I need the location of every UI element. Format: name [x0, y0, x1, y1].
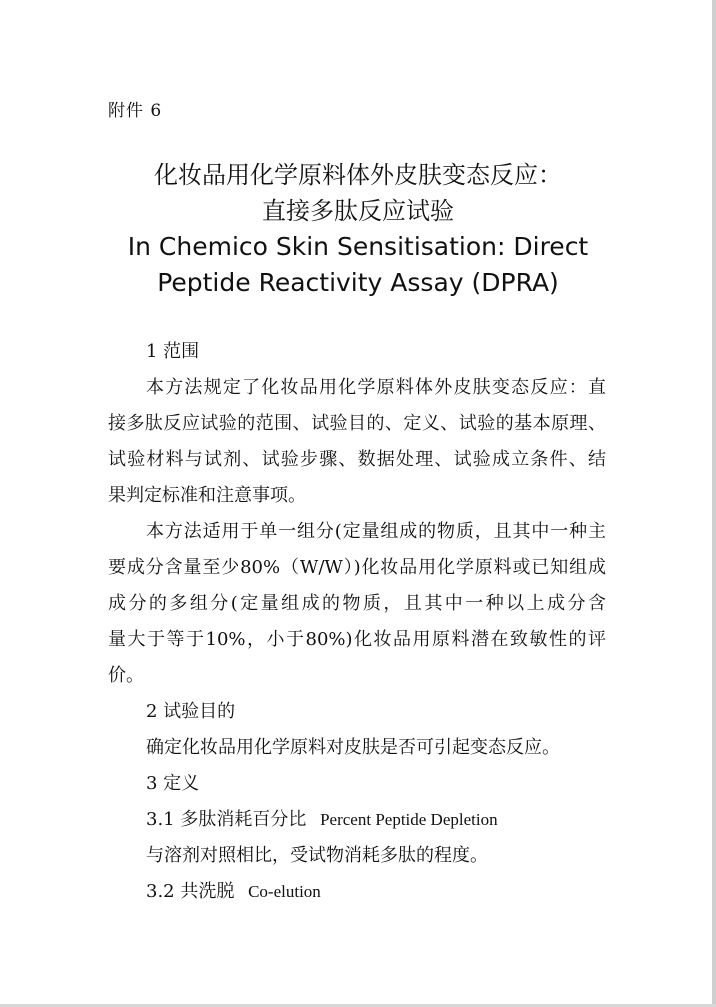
page-edge-right — [712, 0, 716, 1007]
definition-3-1-cn: 3.1 多肽消耗百分比 — [146, 809, 307, 830]
definition-3-2-cn: 3.2 共洗脱 — [146, 881, 235, 902]
scope-paragraph-2-line: 量大于等于10%，小于80%)化妆品用原料潜在致敏性的评 — [108, 629, 606, 650]
section-heading-purpose: 2 试验目的 — [146, 701, 236, 722]
document-title — [0, 157, 716, 301]
section-heading-scope: 1 范围 — [146, 341, 200, 362]
attachment-label: 附件 6 — [108, 101, 163, 121]
definition-3-1-text: 与溶剂对照相比，受试物消耗多肽的程度。 — [146, 845, 488, 866]
scope-paragraph-2-line: 价。 — [108, 665, 144, 686]
scope-paragraph-2-line: 成分的多组分(定量组成的物质，且其中一种以上成分含 — [108, 593, 606, 614]
title-cn-line-2: 直接多肽反应试验 — [262, 197, 454, 225]
definition-3-2 — [108, 874, 606, 910]
definition-3-1 — [108, 802, 606, 838]
scope-paragraph-1-line: 接多肽反应试验的范围、试验目的、定义、试验的基本原理、 — [108, 413, 606, 434]
title-cn-line-1: 化妆品用化学原料体外皮肤变态反应： — [154, 161, 562, 189]
title-en-line-1: In Chemico Skin Sensitisation: Direct — [127, 232, 589, 261]
scope-paragraph-1-line: 本方法规定了化妆品用化学原料体外皮肤变态反应：直 — [146, 377, 606, 398]
scope-paragraph-1-line: 试验材料与试剂、试验步骤、数据处理、试验成立条件、结 — [108, 449, 606, 470]
scope-paragraph-1-line: 果判定标准和注意事项。 — [108, 485, 306, 506]
document-body — [108, 334, 606, 910]
scope-paragraph-2-line: 本方法适用于单一组分(定量组成的物质，且其中一种主 — [146, 521, 606, 542]
definition-3-1-en: Percent Peptide Depletion — [320, 810, 498, 829]
section-heading-definition: 3 定义 — [146, 773, 200, 794]
title-en-line-2: Peptide Reactivity Assay (DPRA) — [157, 268, 559, 297]
definition-3-2-en: Co-elution — [248, 882, 321, 901]
purpose-text: 确定化妆品用化学原料对皮肤是否可引起变态反应。 — [146, 737, 560, 758]
scope-paragraph-2-line: 要成分含量至少80%（W/W）)化妆品用化学原料或已知组成 — [108, 557, 606, 578]
